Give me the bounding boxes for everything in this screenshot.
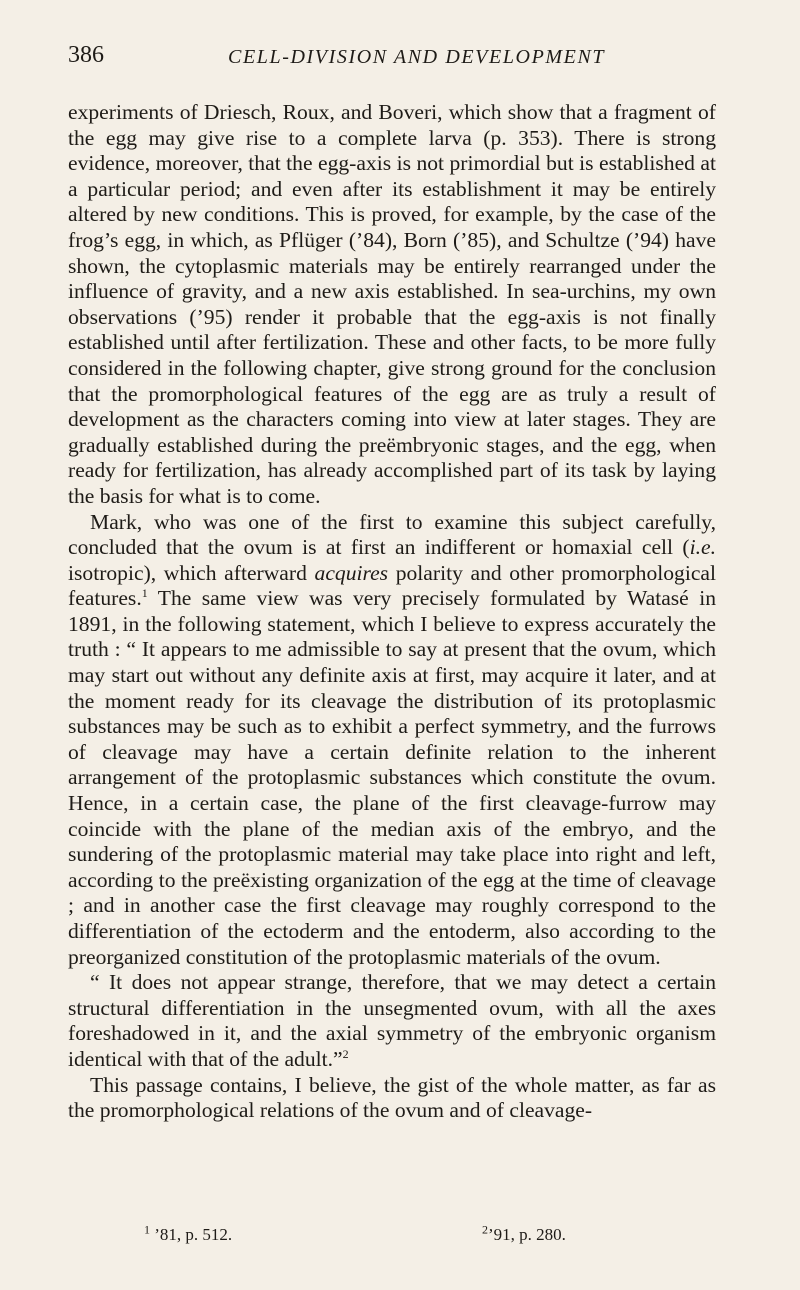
footnote-ref-2: 2 (342, 1046, 349, 1061)
page-number: 386 (68, 42, 104, 68)
page-header (68, 42, 713, 78)
italic-acquires: acquires (314, 560, 389, 585)
body-text (68, 100, 716, 1124)
paragraph-2: Mark, who was one of the first to examine this subject carefully, concluded that the ovum is at first an indifferent or homaxial cell (i.e. isotropic), which afterward acquires polarity and other promorphological features.$^1$ The same view was very precisely formulated by Watasé in 1891, in the following statement, which I believe to express accurately the truth : “ It appears to me admissible to say at present that the ovum, which may start out without any definite axis at first, may acquire it later, and at the moment ready for its cleavage the distribution of its protoplasmic substances may be such as to exhibit a perfect symmetry, and the furrows of cleavage may have a certain definite relation to the inherent arrangement of the protoplasmic substances which constitute the ovum. Hence, in a certain case, the plane of the first cleavage-furrow may coincide with the plane of the median axis of the embryo, and the sundering of the protoplasmic material may take place into right and left, according to the preëxisting organization of the egg at the time of cleavage ; and in another case the first cleavage may roughly correspond to the differentiation of the ectoderm and the entoderm, also according to the preorganized constitution of the protoplasmic materials of the ovum. (68, 509, 717, 969)
italic-ie: i.e. (689, 535, 716, 560)
paragraph-1: experiments of Driesch, Roux, and Boveri, which show that a fragment of the egg may give rise to a complete larva (p. 353). There is strong evidence, moreover, that the egg-axis is not primordial but is established at a particular period; and even after its establishment it may be entirely altered by new conditions. This is proved, for example, by the case of the frog’s egg, in which, as Pflüger (’84), Born (’85), and Schultze (’94) have shown, the cytoplasmic materials may be entirely rearranged under the influence of gravity, and a new axis established. In sea-urchins, my own observations (’95) render it probable that the egg-axis is not finally established until after fertilization. These and other facts, to be more fully considered in the following chapter, give strong ground for the conclusion that the promorphological features of the egg are as truly a result of development as the characters coming into view at later stages. They are gradually established during the preëmbryonic stages, and the egg, when ready for fertilization, has already accomplished part of its task by laying the basis for what is to come. (68, 100, 716, 508)
running-head: CELL-DIVISION AND DEVELOPMENT (228, 46, 606, 68)
footnote-1: $^1$ ’81, p. 512. (144, 1222, 233, 1244)
footnote-2: $^2$’91, p. 280. (482, 1222, 566, 1244)
paragraph-3: “ It does not appear strange, therefore, that we may detect a certain structural differentiation in the unsegmented ovum, with all the axes foreshadowed in it, and the axial symmetry of the embryonic organism identical with that of the adult.”$^2$ (68, 970, 716, 1071)
paragraph-4: This passage contains, I believe, the gist of the whole matter, as far as the promorphological relations of the ovum and of cleavage- (68, 1072, 716, 1123)
footnote-ref-1: 1 (141, 586, 148, 601)
